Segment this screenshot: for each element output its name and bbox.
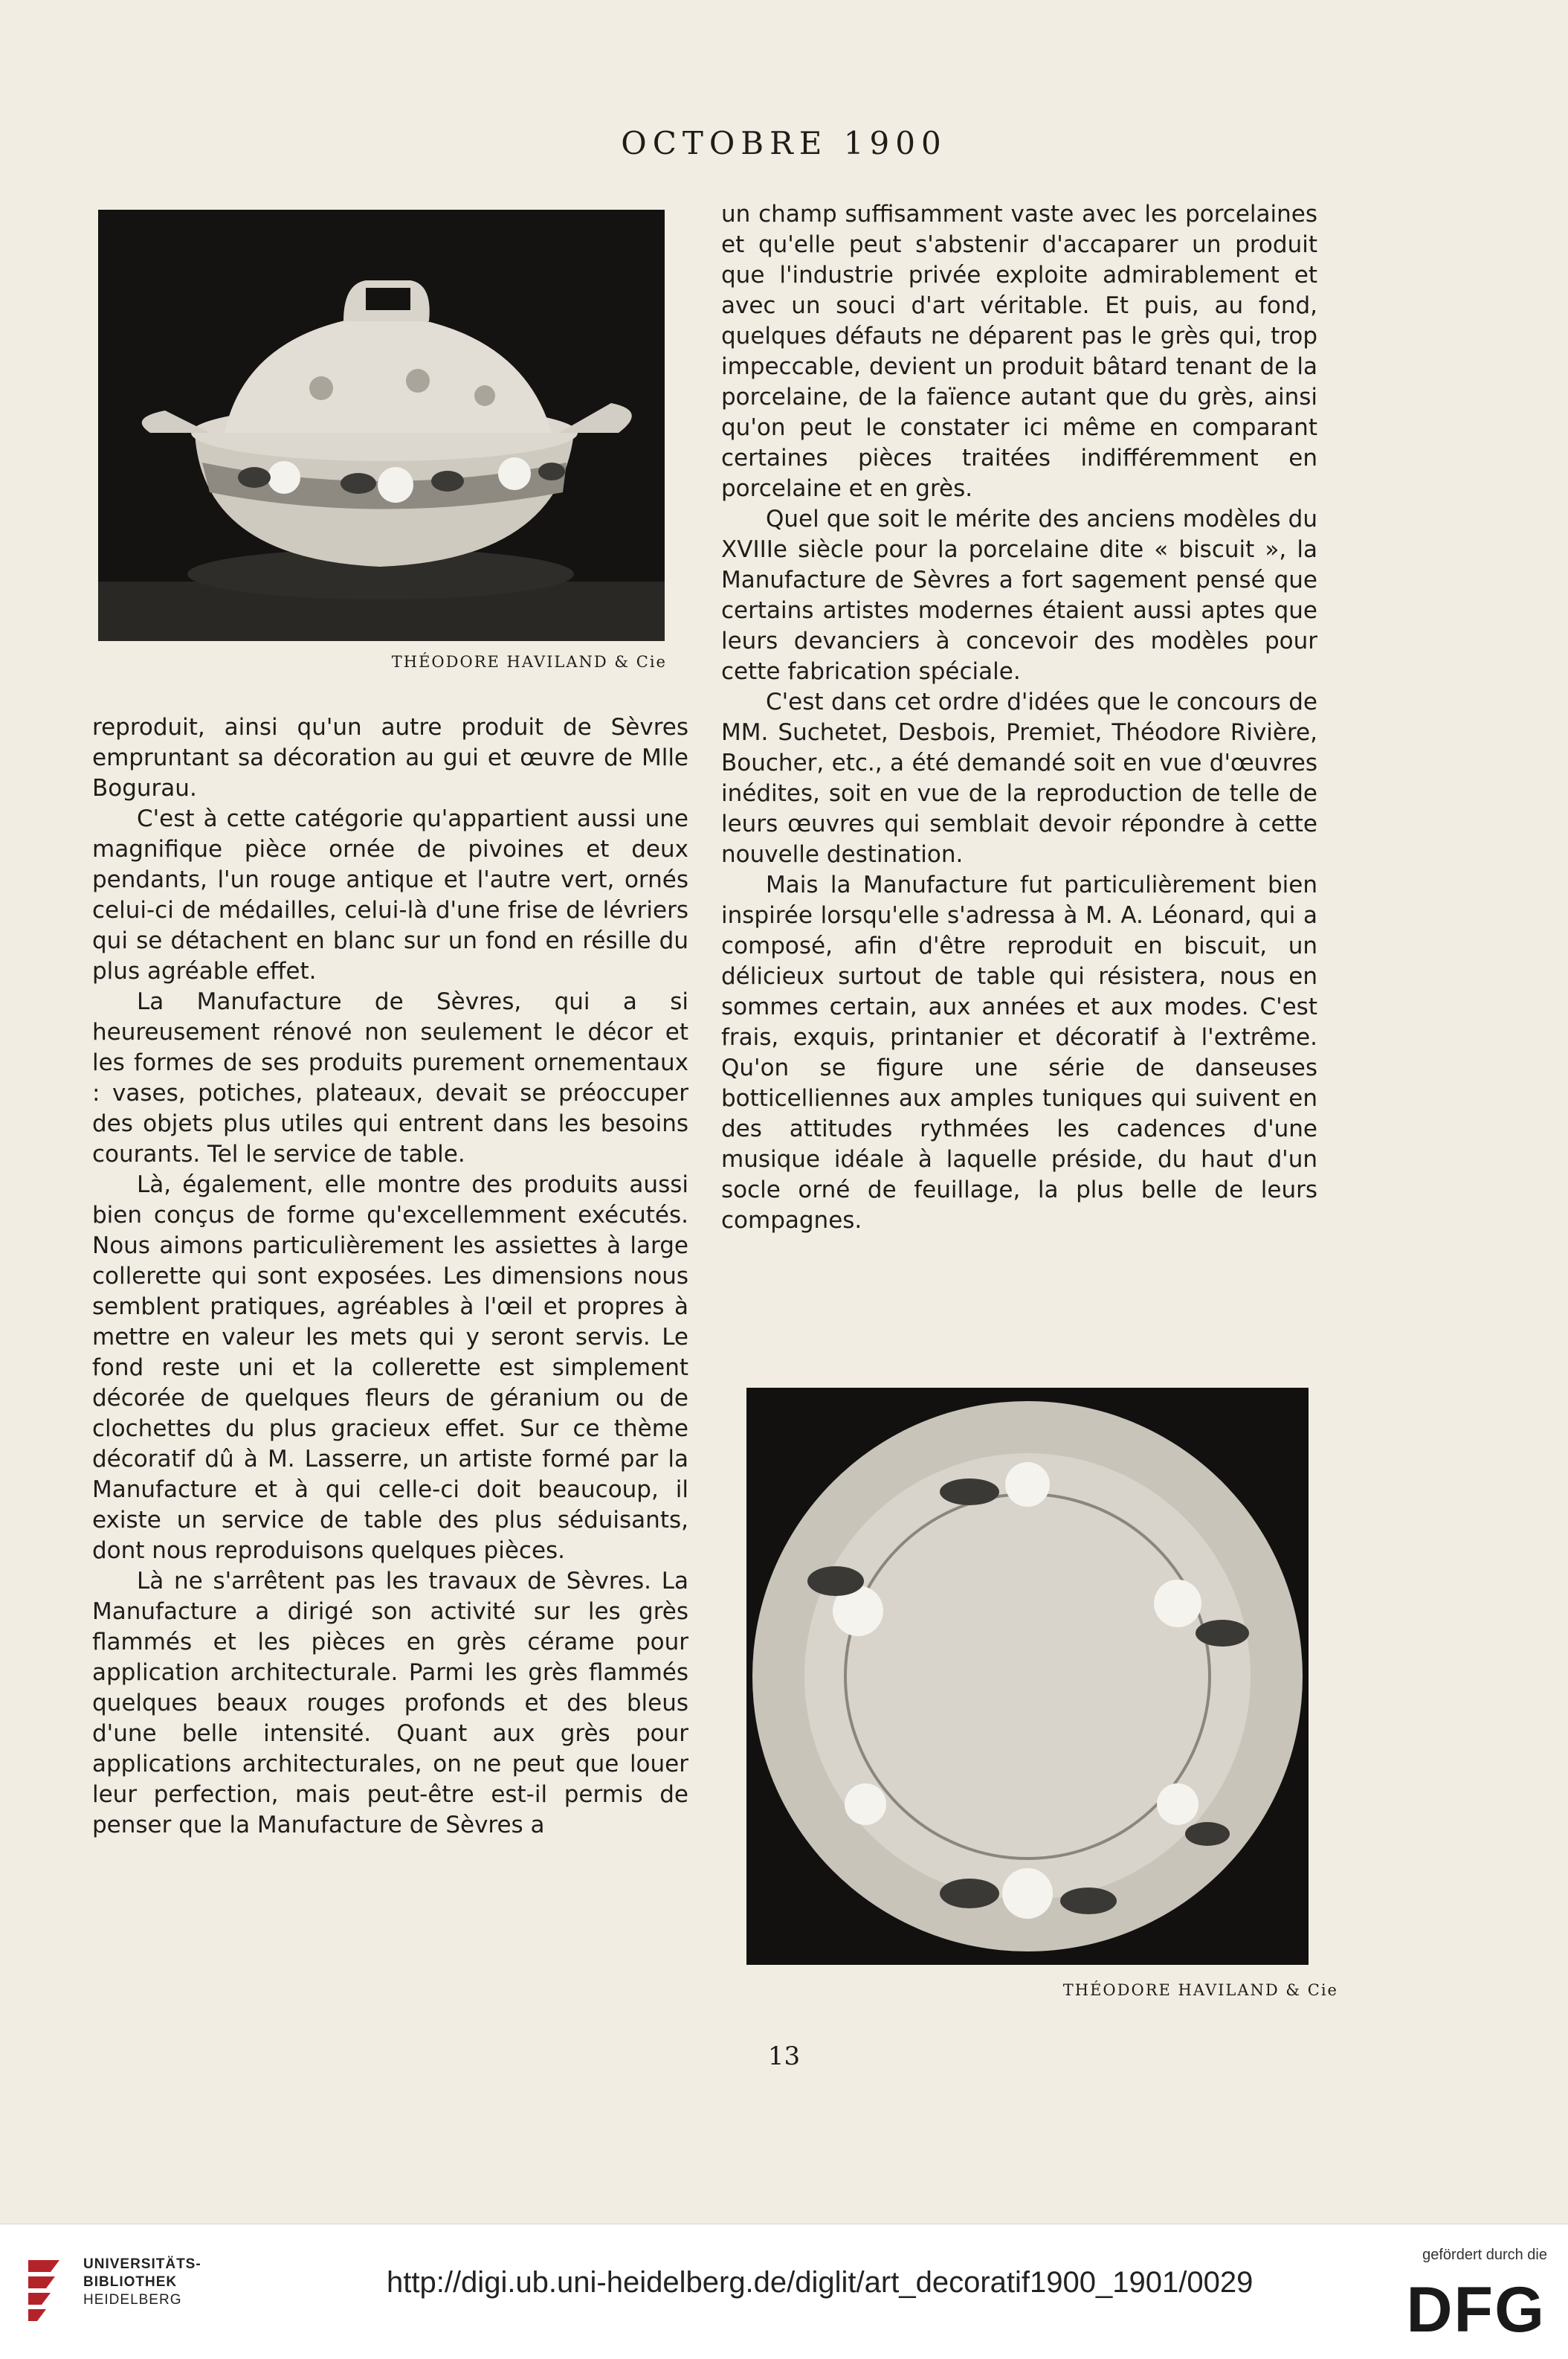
library-line: UNIVERSITÄTS- [83,2256,201,2272]
university-library-logo-icon [21,2254,73,2326]
paragraph: Là, également, elle montre des produits aussi bien conçus de forme qu'excellemment exécutés. Nous aimons particulièrement les assiettes à large collerette qui sont exposées. Les dimensions nous semblent pratiques, agréables à l'œil et propres à mettre en valeur les mets qui y seront servis. Le fond reste uni et la collerette est simplement décorée de quelques fleurs de géranium ou de clochettes du plus gracieux effet. Sur ce thème décoratif dû à M. Lasserre, un artiste formé par la Manufacture et à qui celle-ci doit beaucoup, il existe un service de table des plus séduisants, dont nous reproduisons quelques pièces. [92,1171,688,1564]
university-library-name [83,2256,201,2309]
digitization-footer [0,2224,1568,2359]
paragraph: La Manufacture de Sèvres, qui a si heureusement rénové non seulement le décor et les formes de ses produits purement ornementaux : vases, potiches, plateaux, devait se préoccuper des objets plus utiles qui entrent dans les besoins courants. Tel le service de table. [92,988,688,1168]
library-line: BIBLIOTHEK [83,2274,178,2290]
tureen-caption: THÉODORE HAVILAND & Cie [391,653,667,671]
paragraph: reproduit, ainsi qu'un autre produit de Sèvres empruntant sa décoration au gui et œuvre de Mlle Bogurau. [92,714,688,802]
paragraph: un champ suffisamment vaste avec les porcelaines et qu'elle peut s'abstenir d'accaparer un produit que l'industrie privée exploite admirablement et avec un souci d'art véritable. Et puis, au fond, quelques défauts ne déparent pas le grès qui, trop impeccable, devient un produit bâtard tenant de la porcelaine, de la faïence autant que du grès, ainsi qu'on peut le constater ici même en comparant certaines pièces traitées indifféremment en porcelaine et en grès. [721,201,1317,502]
paragraph: Quel que soit le mérite des anciens modèles du XVIIIe siècle pour la porcelaine dite « biscuit », la Manufacture de Sèvres a fort sagement pensé que certains artistes modernes étaient aussi aptes que leurs devanciers à concevoir des modèles pour cette fabrication spéciale. [721,506,1317,685]
plate-photograph [746,1388,1309,1965]
paragraph: C'est à cette catégorie qu'appartient aussi une magnifique pièce ornée de pivoines et deux pendants, l'un rouge antique et l'autre vert, ornés celui-ci de médailles, celui-là d'une frise de lévriers qui se détachent en blanc sur un fond en résille du plus agréable effet. [92,805,688,985]
left-text-column [92,712,688,1841]
paragraph: C'est dans cet ordre d'idées que le concours de MM. Suchetet, Desbois, Premiet, Théodore Rivière, Boucher, etc., a été demandé soit en vue d'œuvres inédites, soit en vue de la reproduction de telle de leurs œuvres qui semblait devoir répondre à cette nouvelle destination. [721,689,1317,868]
paragraph: Mais la Manufacture fut particulièrement bien inspirée lorsqu'elle s'adressa à M. A. Léonard, qui a composé, afin d'être reproduit en biscuit, un délicieux surtout de table qui résistera, nous en sommes certain, aux années et aux modes. C'est frais, exquis, printanier et décoratif à l'extrême. Qu'on se figure une série de danseuses botticelliennes aux amples tuniques qui suivent en des attitudes rythmées les cadences d'une musique idéale à laquelle préside, du haut d'un socle orné de feuillage, la plus belle de leurs compagnes. [721,872,1317,1234]
page-number: 13 [767,2041,801,2071]
right-text-column [721,199,1317,1236]
running-header: OCTOBRE 1900 [621,125,947,161]
plate-caption: THÉODORE HAVILAND & Cie [1062,1981,1338,1999]
plate-illustration [746,1388,1309,1965]
tureen-photograph [98,210,665,641]
funding-caption: gefördert durch die [1422,2247,1547,2263]
permalink-url[interactable]: http://digi.ub.uni-heidelberg.de/diglit/art_decoratif1900_1901/0029 [387,2266,1254,2299]
dfg-logo: DFG [1406,2274,1546,2346]
paragraph: Là ne s'arrêtent pas les travaux de Sèvres. La Manufacture a dirigé son activité sur les grès flammés et les pièces en grès cérame pour application architecturale. Parmi les grès flammés quelques beaux rouges profonds et des bleus d'une belle intensité. Quant aux grès pour applications architecturales, on ne peut que louer leur perfection, mais peut-être est-il permis de penser que la Manufacture de Sèvres a [92,1568,688,1838]
library-line: HEIDELBERG [83,2292,182,2308]
tureen-illustration [98,210,665,641]
